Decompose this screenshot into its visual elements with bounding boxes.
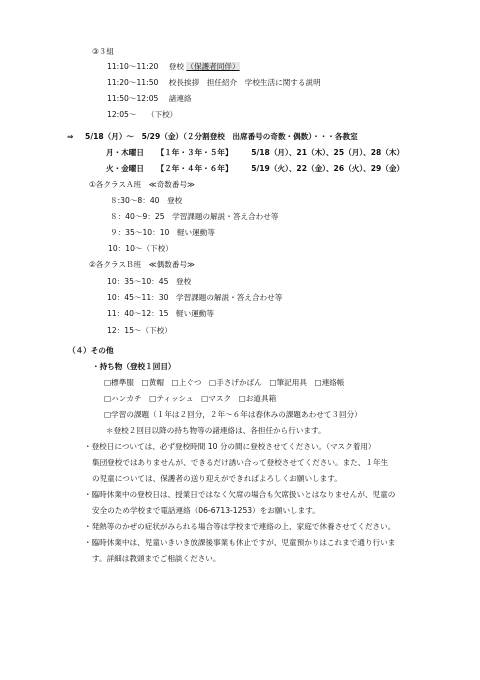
class-b-row: 10：45～11：30 学習課題の解説・答え合わせ等 bbox=[107, 293, 283, 302]
bullet-line: ・登校日については、必ず登校時間 10 分の間に登校させてください。（マスク着用） bbox=[84, 442, 376, 451]
items-row: □学習の課題（１年は２回分，２年～６年は春休みの課題あわせて３回分） bbox=[104, 410, 362, 419]
bullet-line: ・臨時休業中の登校日は、授業日ではなく欠席の場合も欠席扱いとはなりませんが、児童の bbox=[84, 490, 396, 499]
split-heading: 5/18（月）～ 5/29（金）（２分割登校 出席番号の奇数・偶数）・・・各教室 bbox=[85, 132, 358, 141]
class-b-title: ②各クラスＢ班 ≪偶数番号≫ bbox=[89, 260, 196, 269]
days: 月・木曜日 bbox=[106, 148, 144, 157]
time: 11:10～11:20 bbox=[107, 62, 159, 71]
items-title: ・持ち物（登校１回目） bbox=[92, 362, 176, 371]
label: 校長挨拶 担任紹介 学校生活に関する説明 bbox=[168, 78, 321, 87]
dates: 5/19（火）、22（金）、26（火）、29（金） bbox=[251, 164, 405, 173]
class-a-row: ９：35～10：10 軽い運動等 bbox=[110, 228, 215, 237]
time: 11:20～11:50 bbox=[107, 78, 159, 87]
class-a-row: 10：10～（下校） bbox=[108, 244, 173, 253]
bullet-line: ・臨時休業中は、児童いきいき放課後事業も休止ですが、児童預かりはこれまで通り行いま bbox=[84, 538, 396, 547]
schedule-row bbox=[107, 110, 177, 120]
schedule-row bbox=[107, 78, 321, 88]
label: （下校） bbox=[146, 110, 178, 119]
label: 諸連絡 bbox=[168, 94, 192, 103]
bullet-line: ・発熱等のかぜの症状がみられる場合等は学校まで連絡の上、家庭で休養させてください。 bbox=[84, 522, 396, 531]
grades: 【２年・４年・６年】 bbox=[156, 164, 233, 173]
items-row: □標準服 □黄帽 □上ぐつ □手さげかばん □筆記用具 □連絡帳 bbox=[104, 378, 345, 387]
bullet-line: す。詳細は教頭までご相談ください。 bbox=[92, 554, 221, 563]
split-row-1 bbox=[106, 148, 404, 158]
other-title: （４）その他 bbox=[68, 346, 114, 355]
class-a-row: ８:30～8：40 登校 bbox=[110, 196, 183, 205]
bullet-line: 安全のため学校まで電話連絡（06-6713-1253）をお願いします。 bbox=[92, 506, 320, 515]
class-b-row: 10：35～10：45 登校 bbox=[107, 277, 192, 286]
section3-title: ③３組 bbox=[92, 47, 114, 56]
class-a-title: ①各クラスＡ班 ≪奇数番号≫ bbox=[89, 180, 196, 189]
guardian-note: （保護者同伴） bbox=[186, 62, 240, 71]
days: 火・金曜日 bbox=[106, 164, 144, 173]
class-a-row: ８：40～9：25 学習課題の解説・答え合わせ等 bbox=[110, 212, 279, 221]
schedule-row bbox=[107, 94, 192, 104]
dates: 5/18（月）、21（木）、25（月）、28（木） bbox=[251, 148, 405, 157]
items-row: □ハンカチ □ティッシュ □マスク □お道具箱 bbox=[104, 394, 277, 403]
arrow-icon: ⇒ bbox=[67, 132, 74, 141]
items-note: ＊登校２回目以降の持ち物等の諸連絡は、各担任から行います。 bbox=[106, 426, 326, 435]
bullet-line: 集団登校ではありませんが、できるだけ誘い合って登校させてください。また、１年生 bbox=[92, 458, 389, 467]
schedule-row bbox=[107, 62, 240, 72]
class-b-row: 11：40～12：15 軽い運動等 bbox=[107, 309, 214, 318]
time: 12:05～ bbox=[107, 110, 137, 119]
label: 登校 bbox=[168, 62, 184, 71]
split-row-2 bbox=[106, 164, 404, 174]
time: 11:50～12:05 bbox=[107, 94, 159, 103]
grades: 【１年・３年・５年】 bbox=[156, 148, 233, 157]
bullet-line: の児童については、保護者の送り迎えができればよろしくお願いします。 bbox=[92, 474, 342, 483]
class-b-row: 12：15～（下校） bbox=[107, 326, 172, 335]
split-heading-row bbox=[67, 132, 358, 142]
